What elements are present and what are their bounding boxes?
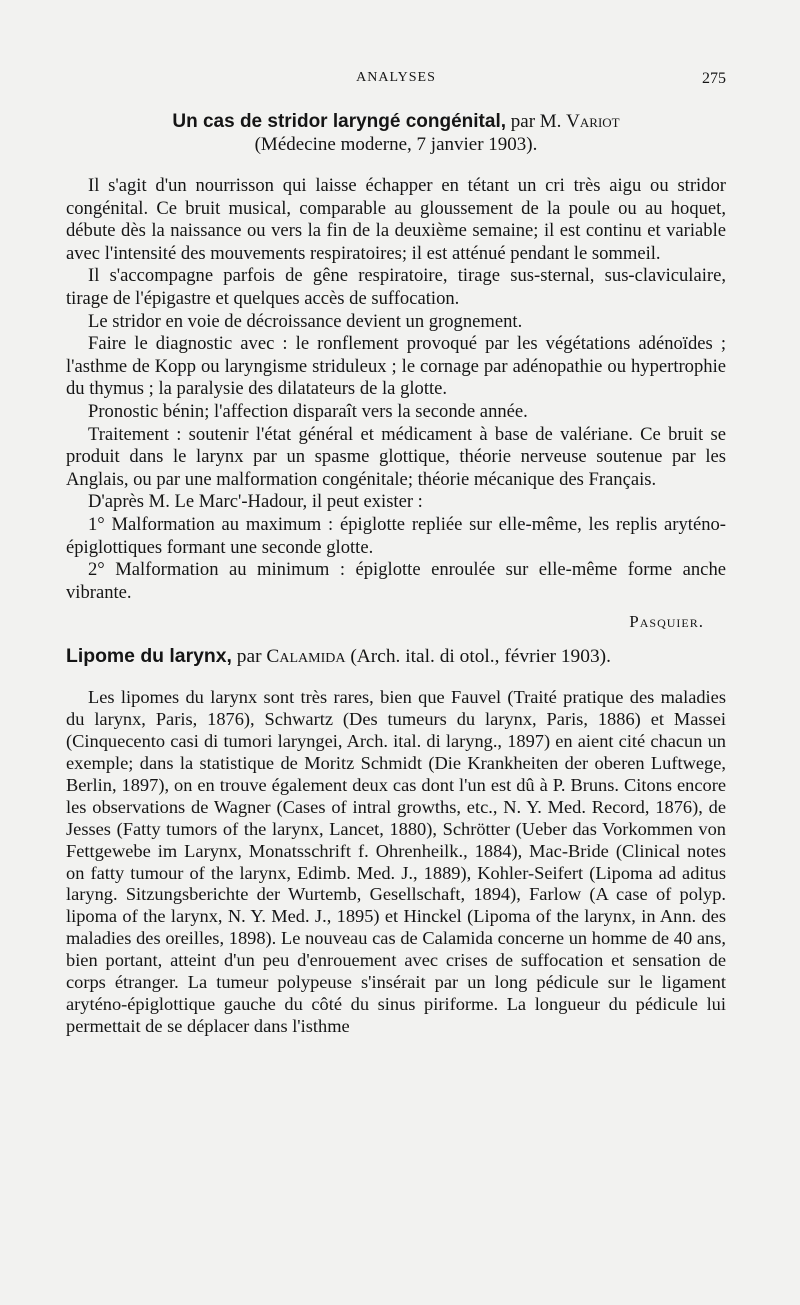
article1-title: [66, 110, 726, 133]
article2-title-par: par: [236, 646, 262, 668]
article-lipome: [66, 644, 726, 1038]
paragraph: Faire le diagnostic avec : le ronflement provoqué par les végétations adénoïdes ; l'asthme de Kopp ou laryngisme striduleux ; le cornage par adénopathie ou hypertrophie du thymus ; la paralysie des dilatateurs de la glotte.: [66, 333, 726, 400]
document-page: [66, 64, 726, 1038]
paragraph: Il s'accompagne parfois de gêne respiratoire, tirage sus-sternal, sus-claviculaire, tirage de l'épigastre et quelques accès de suffocation.: [66, 265, 726, 309]
paragraph: 1° Malformation au maximum : épiglotte repliée sur elle-même, les replis aryténo-épiglottiques formant une seconde glotte.: [66, 513, 726, 558]
article2-title: [66, 644, 726, 669]
paragraph: Le stridor en voie de décroissance devient un grognement.: [88, 310, 523, 332]
article-stridor: [66, 110, 726, 632]
article1-title-text: Un cas de stridor laryngé congénital,: [172, 111, 507, 132]
paragraph: Traitement : soutenir l'état général et médicament à base de valériane. Ce bruit se produit dans le larynx par un spasme glottique, théorie nerveuse soutenue par les Anglais, ou par une malformation congénitale; théorie mécanique des Français.: [66, 423, 726, 490]
article2-source: (Arch. ital. di otol., février 1903).: [350, 646, 611, 668]
article1-title-par: par M.: [510, 111, 562, 132]
article2-title-text: Lipome du larynx,: [66, 645, 232, 668]
page-number: 275: [702, 70, 726, 87]
paragraph: 2° Malformation au minimum : épiglotte enroulée sur elle-même forme anche vibrante.: [66, 559, 726, 603]
paragraph: D'après M. Le Marc'-Hadour, il peut exister :: [88, 491, 423, 513]
signature: Pasquier.: [629, 612, 704, 632]
running-head: ANALYSES: [356, 70, 436, 85]
article1-source: (Médecine moderne, 7 janvier 1903).: [254, 134, 538, 155]
page-header: [66, 64, 726, 92]
paragraph: Pronostic bénin; l'affection disparaît vers la seconde année.: [88, 400, 528, 422]
article2-author: Calamida: [266, 646, 346, 668]
article1-author: Variot: [566, 111, 620, 132]
paragraph: Il s'agit d'un nourrisson qui laisse échapper en tétant un cri très aigu ou stridor congénital. Ce bruit musical, comparable au gloussement de la poule ou au hoquet, débute dès la naissance ou vers la fin de la deuxième semaine; il est continu et variable avec l'intensité des mouvements respiratoires; il est atténué pendant le sommeil.: [66, 175, 726, 264]
paragraph: Les lipomes du larynx sont très rares, bien que Fauvel (Traité pratique des maladies du larynx, Paris, 1876), Schwartz (Des tumeurs du larynx, Paris, 1886) et Massei (Cinquecento casi di tumori laryngei, Arch. ital. di laryng., 1897) en aient cité chacun un exemple; dans la statistique de Moritz Schmidt (Die Krankheiten der oberen Luftwege, Berlin, 1897), on en trouve également deux cas dont l'un est dû à P. Bruns. Citons encore les observations de Wagner (Cases of intral growths, etc., N. Y. Med. Record, 1876), de Jesses (Fatty tumors of the larynx, Lancet, 1880), Schrötter (Ueber das Vorkommen von Fettgewebe im Larynx, Monatsschrift f. Ohrenheilk., 1884), Mac-Bride (Clinical notes on fatty tumour of the larynx, Edimb. Med. J., 1889), Kohler-Seifert (Lipoma ad aditus laryng. Sitzungsberichte der Wurtemb, Gesellschaft, 1894), Farlow (A case of polyp. lipoma of the larynx, N. Y. Med. J., 1895) et Hinckel (Lipoma of the larynx, in Ann. des maladies des oreilles, 1898). Le nouveau cas de Calamida concerne un homme de 40 ans, bien portant, atteint d'un peu d'enrouement avec crises de suffocation et sensation de corps étranger. La tumeur polypeuse s'insérait par un long pédicule sur le ligament aryténo-épiglottique gauche du côté du sinus piriforme. La longueur du pédicule lui permettait de se déplacer dans l'isthme: [66, 687, 726, 1036]
